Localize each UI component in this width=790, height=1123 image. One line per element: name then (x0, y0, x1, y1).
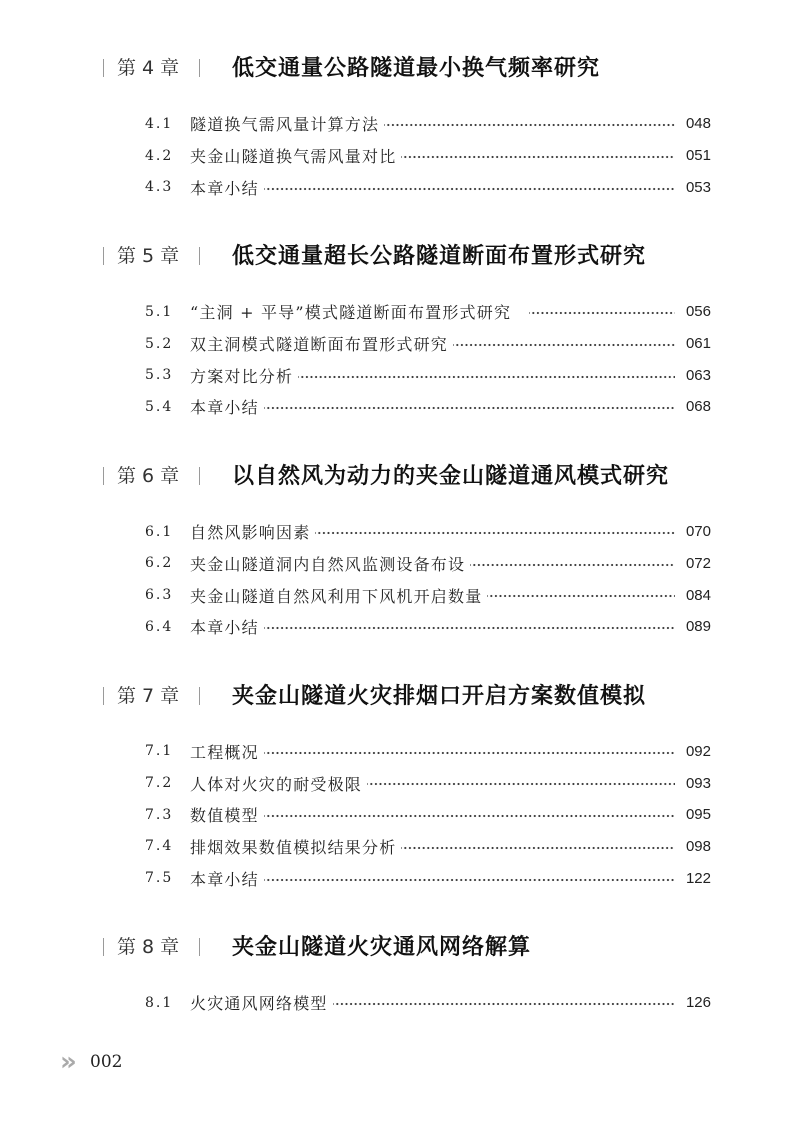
section-title: “主洞 + 平导”模式隧道断面布置形式研究 (190, 303, 512, 323)
page-number: 048 (685, 115, 711, 133)
divider (103, 467, 104, 485)
section-title: 方案对比分析 (190, 366, 294, 386)
toc-entry (145, 140, 711, 172)
page-number: 098 (685, 837, 711, 855)
chapter-7 (0, 676, 790, 894)
chapter-label: 第 6 章 (117, 464, 180, 487)
section-number: 8.1 (145, 994, 174, 1011)
dot-leader (264, 862, 675, 894)
section-number: 5.1 (145, 303, 174, 320)
section-number: 6.3 (145, 587, 174, 604)
toc-entry (145, 548, 711, 580)
chapter-label: 第 4 章 (117, 57, 180, 79)
page-number: 095 (685, 806, 711, 824)
toc-entry (145, 736, 711, 768)
page-number: 056 (685, 303, 711, 321)
toc-entry (145, 359, 711, 391)
toc-entry (145, 391, 711, 423)
section-number: 5.3 (145, 367, 174, 384)
section-list (0, 736, 790, 894)
dot-leader (453, 328, 675, 360)
folio-page-number: 002 (90, 1052, 123, 1072)
chapter-heading (0, 676, 790, 716)
dot-leader (298, 359, 675, 391)
dot-leader (529, 296, 675, 328)
dot-leader (264, 736, 675, 768)
toc-entry (145, 328, 711, 360)
dot-leader (264, 799, 675, 831)
chapter-heading (0, 48, 790, 88)
section-title: 双主洞模式隧道断面布置形式研究 (190, 335, 449, 355)
divider (103, 247, 104, 265)
section-title: 本章小结 (190, 398, 259, 418)
dot-leader (333, 987, 675, 1019)
toc-entry (145, 831, 711, 863)
section-title: 工程概况 (190, 742, 259, 762)
section-number: 5.2 (145, 335, 174, 352)
chapter-heading (0, 236, 790, 276)
chapter-5 (0, 236, 790, 423)
dot-leader (487, 579, 675, 611)
section-title: 本章小结 (190, 178, 259, 198)
divider (199, 467, 200, 485)
section-number: 7.2 (145, 775, 174, 792)
section-title: 隧道换气需风量计算方法 (190, 115, 380, 135)
section-number: 6.1 (145, 523, 174, 540)
page-number: 070 (685, 523, 711, 541)
dot-leader (470, 548, 675, 580)
double-chevron-icon: » (60, 1047, 77, 1077)
divider (103, 938, 104, 956)
chapter-title: 夹金山隧道火灾排烟口开启方案数值模拟 (232, 682, 647, 709)
section-title: 人体对火灾的耐受极限 (190, 774, 363, 794)
section-title: 自然风影响因素 (190, 523, 311, 543)
toc-entry (145, 579, 711, 611)
section-number: 4.3 (145, 179, 174, 196)
page-number: 126 (685, 994, 711, 1012)
page-number: 061 (685, 335, 711, 353)
section-number: 7.5 (145, 870, 174, 887)
toc-entry (145, 611, 711, 643)
page-footer (60, 1047, 122, 1077)
section-title: 数值模型 (190, 806, 259, 826)
page-number: 051 (685, 147, 711, 165)
page-number: 068 (685, 398, 711, 416)
section-title: 火灾通风网络模型 (190, 994, 328, 1014)
section-title: 夹金山隧道自然风利用下风机开启数量 (190, 586, 483, 606)
divider (103, 687, 104, 705)
section-list (0, 516, 790, 643)
toc-entry (145, 799, 711, 831)
toc-entry (145, 987, 711, 1019)
section-list (0, 296, 790, 423)
chapter-label: 第 8 章 (117, 936, 180, 958)
toc-entry (145, 516, 711, 548)
page-number: 092 (685, 742, 711, 760)
page-number: 084 (685, 586, 711, 604)
section-list (0, 987, 790, 1019)
section-number: 4.1 (145, 115, 174, 132)
chapter-8 (0, 927, 790, 1019)
toc-entry (145, 296, 711, 328)
section-title: 夹金山隧道换气需风量对比 (190, 147, 397, 167)
dot-leader (264, 391, 675, 423)
toc-entry (145, 171, 711, 203)
section-list (0, 108, 790, 203)
chapter-label: 第 7 章 (117, 684, 180, 707)
section-number: 5.4 (145, 398, 174, 415)
section-number: 6.4 (145, 618, 174, 635)
chapter-title: 低交通量超长公路隧道断面布置形式研究 (232, 243, 647, 270)
chapter-title: 夹金山隧道火灾通风网络解算 (232, 934, 532, 960)
divider (199, 247, 200, 265)
toc-entry (145, 862, 711, 894)
chapter-title: 低交通量公路隧道最小换气频率研究 (232, 55, 601, 81)
page-number: 093 (685, 774, 711, 792)
dot-leader (264, 611, 675, 643)
divider (199, 59, 200, 77)
chapter-6 (0, 456, 790, 643)
chapter-4 (0, 48, 790, 203)
section-title: 排烟效果数值模拟结果分析 (190, 837, 397, 857)
section-title: 夹金山隧道洞内自然风监测设备布设 (190, 554, 466, 574)
toc-entry (145, 767, 711, 799)
page-number: 063 (685, 366, 711, 384)
section-title: 本章小结 (190, 618, 259, 638)
chapter-title: 以自然风为动力的夹金山隧道通风模式研究 (232, 462, 670, 489)
dot-leader (264, 171, 675, 203)
chapter-heading (0, 456, 790, 496)
divider (199, 687, 200, 705)
page-number: 053 (685, 178, 711, 196)
toc-entry (145, 108, 711, 140)
page-number: 089 (685, 618, 711, 636)
divider (103, 59, 104, 77)
chapter-heading (0, 927, 790, 967)
section-number: 7.3 (145, 806, 174, 823)
section-number: 6.2 (145, 555, 174, 572)
section-number: 7.1 (145, 743, 174, 760)
dot-leader (401, 140, 675, 172)
chapter-label: 第 5 章 (117, 245, 180, 268)
section-number: 4.2 (145, 147, 174, 164)
section-title: 本章小结 (190, 869, 259, 889)
divider (199, 938, 200, 956)
dot-leader (384, 108, 675, 140)
page-number: 072 (685, 554, 711, 572)
dot-leader (401, 831, 675, 863)
dot-leader (367, 767, 675, 799)
dot-leader (315, 516, 675, 548)
page-number: 122 (685, 869, 711, 887)
section-number: 7.4 (145, 838, 174, 855)
